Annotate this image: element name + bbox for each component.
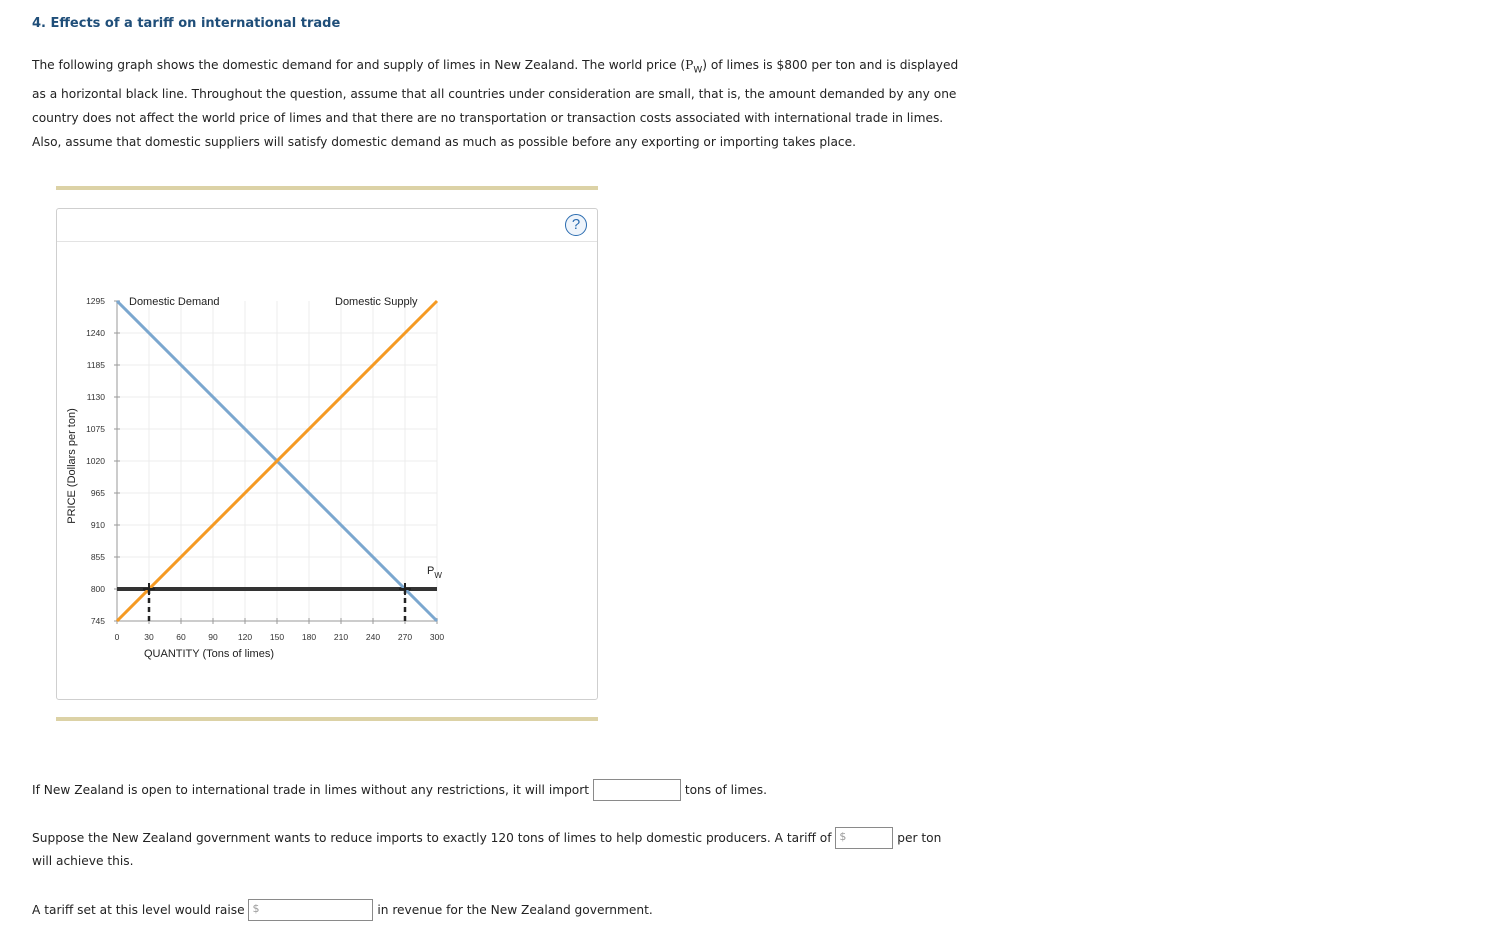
imports-unit: tons of limes. (684, 783, 767, 797)
y-tick-label: 1020 (86, 456, 105, 466)
x-tick-label: 300 (429, 632, 445, 642)
tariff-input[interactable] (835, 827, 893, 849)
imports-input[interactable] (593, 779, 681, 801)
revenue-dollar-prefix: $ (252, 902, 260, 915)
bottom-divider (56, 717, 598, 721)
intro-text-part2: ) of limes is $800 per ton and is displayed as a horizontal black line. Throughout the question, assume that all countries under consideration are small, that is, the amount demanded by any one country does not affect the world price of limes and that there are no transportation or transaction costs associated with international trade in limes. Also, assume that domestic suppliers will satisfy domestic demand as much as possible before any exporting or importing takes place. (32, 58, 959, 150)
top-divider (56, 186, 598, 190)
supply-curve-label: Domestic Supply (335, 296, 418, 308)
x-tick-label: 210 (333, 632, 349, 642)
graph-panel (56, 208, 598, 700)
question-intro (32, 53, 962, 154)
x-axis-title: QUANTITY (Tons of limes) (144, 648, 274, 660)
y-tick-label: 1240 (86, 328, 105, 338)
question-title: 4. Effects of a tariff on international trade (32, 16, 341, 31)
help-button[interactable]: ? (565, 214, 587, 236)
y-tick-label: 965 (90, 488, 105, 498)
intro-text-part1: The following graph shows the domestic demand for and supply of limes in New Zealand. The world price ( (32, 58, 686, 72)
tariff-dollar-prefix: $ (839, 830, 847, 843)
world-price-label: $P_W$ (427, 565, 442, 580)
tariff-prompt: Suppose the New Zealand government wants to reduce imports to exactly 120 tons of limes to help domestic producers. A tariff of (32, 831, 832, 845)
imports-prompt: If New Zealand is open to international trade in limes without any restrictions, it will import (32, 783, 590, 797)
demand-curve-label: Domestic Demand (129, 296, 220, 308)
y-tick-label: 910 (90, 520, 105, 530)
revenue-unit: in revenue for the New Zealand government. (377, 903, 653, 917)
y-tick-label: 1295 (86, 296, 105, 306)
pw-symbol: P (685, 58, 694, 72)
question-imports (32, 779, 767, 801)
revenue-prompt: A tariff set at this level would raise (32, 903, 245, 917)
question-revenue (32, 899, 653, 921)
y-tick-label: 1185 (86, 360, 105, 370)
x-tick-label: 150 (269, 632, 285, 642)
x-tick-label: 180 (301, 632, 317, 642)
pw-subscript: W (693, 65, 703, 76)
x-tick-label: 90 (208, 632, 218, 642)
x-tick-label: 60 (176, 632, 186, 642)
supply-demand-chart (57, 209, 597, 699)
x-tick-label: 270 (397, 632, 413, 642)
question-tariff (32, 827, 941, 849)
y-tick-label: 1130 (86, 392, 105, 402)
y-tick-label: 855 (90, 552, 105, 562)
x-tick-label: 30 (144, 632, 154, 642)
y-tick-label: 745 (90, 616, 105, 626)
x-tick-label: 0 (114, 632, 120, 642)
y-tick-label: 1075 (86, 424, 105, 434)
revenue-input[interactable] (248, 899, 373, 921)
tariff-unit: per ton (897, 831, 942, 845)
y-axis-title: PRICE (Dollars per ton) (66, 408, 78, 524)
x-tick-label: 120 (237, 632, 253, 642)
y-tick-label: 800 (90, 584, 105, 594)
x-tick-label: 240 (365, 632, 381, 642)
tariff-line2: will achieve this. (32, 854, 134, 868)
